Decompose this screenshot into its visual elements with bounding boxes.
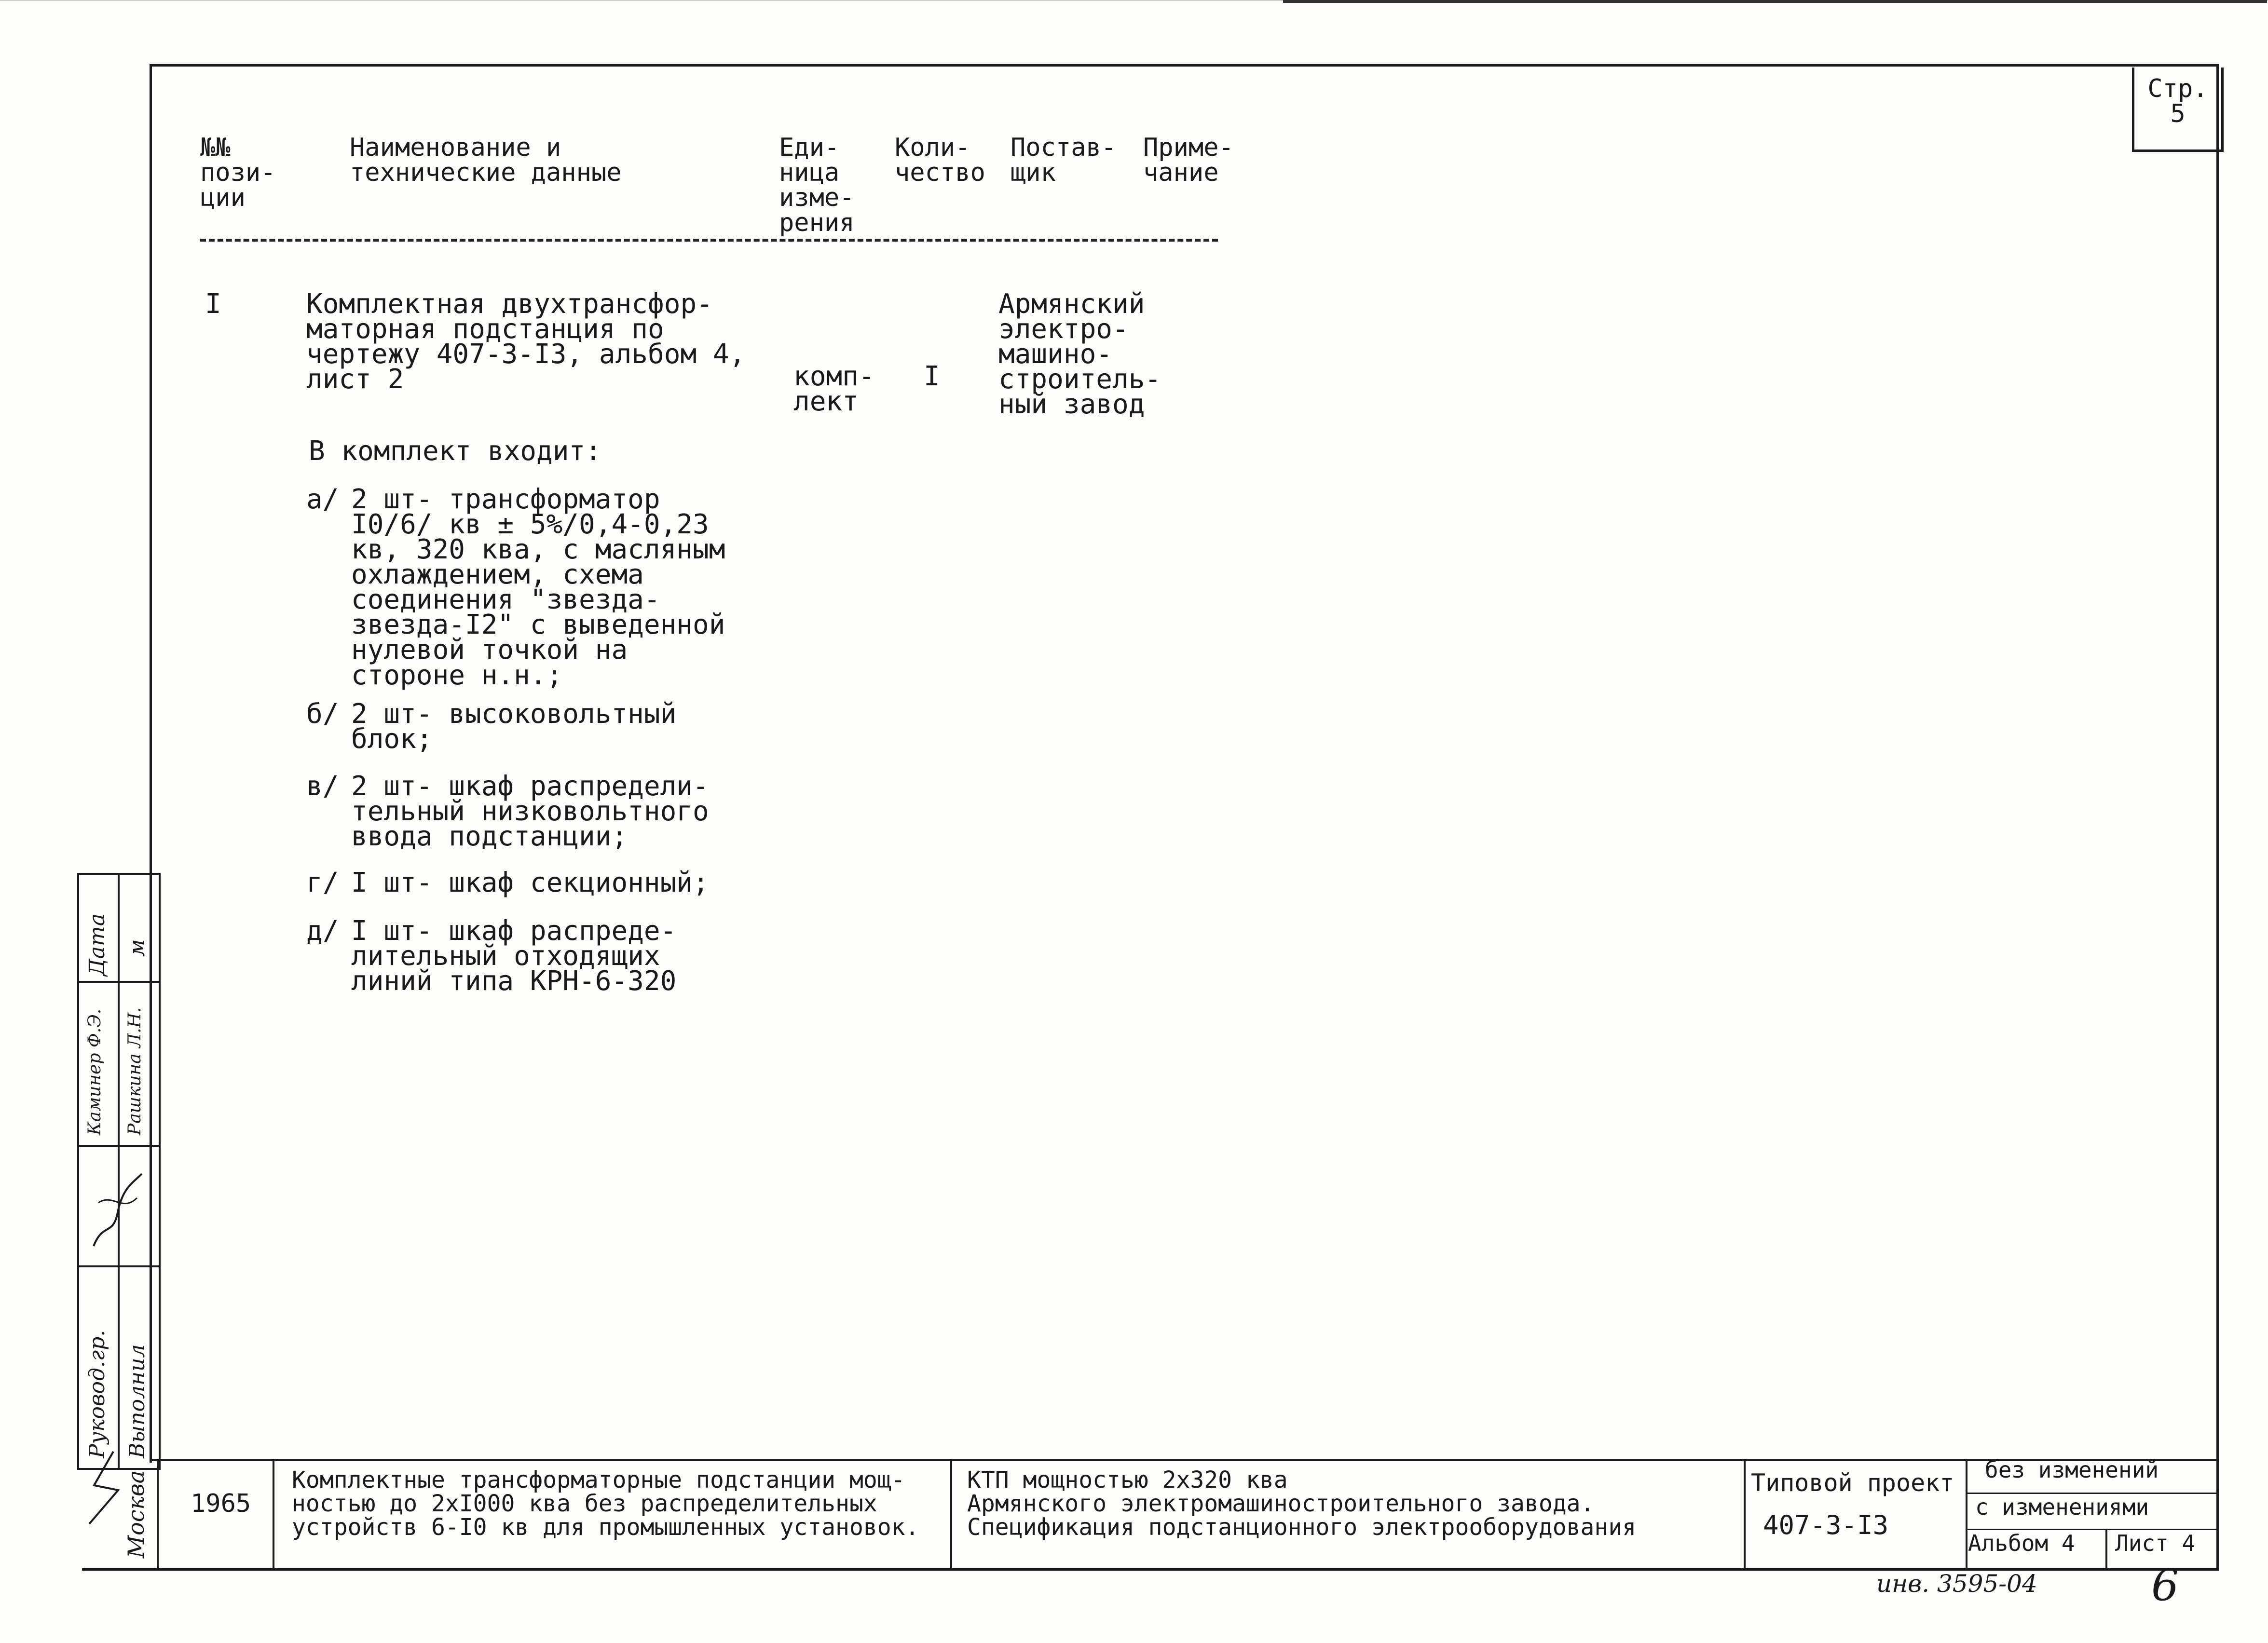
item-quantity: I — [924, 361, 940, 392]
title-block-album: Альбом 4 — [1968, 1530, 2075, 1556]
page-label: Стр. — [2147, 74, 2208, 103]
header-position: №№ пози- ции — [200, 133, 276, 212]
component-text: 2 шт- трансформатор I0/6/ кв ± 5%/0,4-0,23 кв, 320 ква, с масляным охлаждением, схема соединения "звезда- звезда-I2" с выведенной нулевой точкой на стороне н.н.; — [351, 484, 725, 691]
component-text: I шт- шкаф распреде- лительный отходящих линий типа КРН-6-320 — [351, 915, 677, 997]
side-stamp-name-1: Каминер Ф.Э. — [85, 1008, 105, 1135]
title-block-div-city — [157, 1459, 159, 1570]
scan-edge-mark — [1283, 0, 2267, 3]
inventory-number: инв. 3595-04 — [1876, 1570, 2037, 1598]
component-text: I шт- шкаф секционный; — [351, 867, 709, 898]
side-stamp-row-line — [79, 1265, 159, 1267]
side-stamp-signature — [84, 1164, 151, 1256]
header-separator — [200, 239, 1218, 242]
title-block-status-2: с изменениями — [1975, 1494, 2149, 1520]
title-block-album-div — [2105, 1529, 2107, 1570]
title-block-sheet: Лист 4 — [2115, 1530, 2196, 1556]
title-block-project-label: Типовой проект — [1751, 1469, 1954, 1497]
side-stamp-role-1: Руковод.гр. — [85, 1330, 109, 1458]
page-number: 5 — [2170, 99, 2186, 128]
handwritten-page-number: 6 — [2151, 1560, 2179, 1611]
component-marker: д/ — [306, 915, 339, 947]
item-position: I — [205, 288, 221, 320]
title-block-sheet-title: КТП мощностью 2х320 ква Армянского электромашиностроительного завода. Спецификация подстанционного электрооборудования — [967, 1466, 1637, 1541]
title-block-top-line — [152, 1459, 2219, 1461]
header-unit: Еди- ница изме- рения — [779, 133, 855, 237]
header-quantity: Коли- чество — [895, 133, 985, 187]
frame-top — [150, 64, 2219, 67]
title-block-year: 1965 — [191, 1489, 251, 1518]
side-stamp — [77, 873, 161, 1470]
item-supplier: Армянский электро- машино- строитель- ный завод — [998, 288, 1161, 421]
header-name: Наименование и технические данные — [350, 133, 622, 187]
title-block-div-project — [1966, 1459, 1967, 1570]
side-stamp-row-line — [79, 981, 159, 983]
side-stamp-date-value: м — [125, 939, 150, 957]
header-note: Приме- чание — [1143, 133, 1234, 187]
item-name: Комплектная двухтрансфор- маторная подстанция по чертежу 407-3-I3, альбом 4, лист 2 — [306, 288, 746, 395]
page-number-box — [2132, 68, 2224, 152]
title-block-div-sheet — [1744, 1459, 1746, 1570]
component-text: 2 шт- шкаф распредели- тельный низковольтного ввода подстанции; — [351, 771, 709, 853]
component-text: 2 шт- высоковольтный блок; — [351, 698, 677, 755]
frame-right — [2216, 64, 2219, 1569]
header-supplier: Постав- щик — [1011, 133, 1117, 187]
component-marker: в/ — [306, 771, 339, 802]
title-block-series-title: Комплектные трансформаторные подстанции мощ- ностью до 2хI000 ква без распределительных устройств 6-I0 кв для промышленных установок. — [292, 1466, 919, 1541]
title-block-div-year — [273, 1459, 274, 1570]
component-marker: а/ — [306, 484, 339, 515]
title-block-status-1: без изменений — [1985, 1457, 2159, 1483]
component-marker: б/ — [306, 698, 339, 730]
title-block-city: Москва — [123, 1470, 149, 1559]
title-block-project-number: 407-3-I3 — [1763, 1510, 1889, 1540]
item-unit: комп- лект — [793, 361, 875, 418]
component-marker: г/ — [306, 867, 339, 898]
moscow-emblem — [84, 1442, 123, 1529]
includes-heading: В комплект входит: — [309, 435, 601, 467]
side-stamp-name-2: Рашкина Л.Н. — [125, 1007, 145, 1135]
title-block-div-series — [950, 1459, 952, 1570]
side-stamp-role-2: Выполнил — [125, 1344, 150, 1458]
side-stamp-date-label: Дата — [85, 913, 109, 976]
side-stamp-row-line — [79, 1145, 159, 1147]
